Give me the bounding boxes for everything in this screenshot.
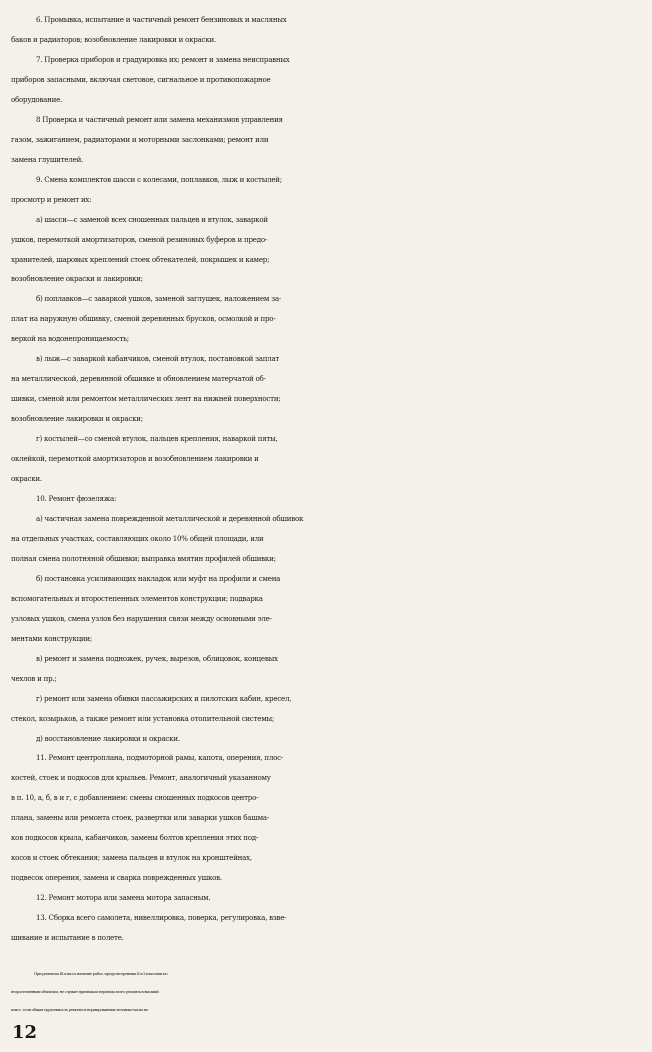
text-line: вспомогательных и второстепенных элементов конструкции; подварка	[11, 593, 263, 603]
footnote-line: второстепенным объектам, не служит признаком перевода всего ремонта в высший	[11, 989, 159, 994]
text-line: 12. Ремонт мотора или замена мотора запасным.	[36, 893, 211, 903]
text-line: 7. Проверка приборов и градуировка их; ремонт и замена неисправных	[36, 54, 290, 64]
text-line: баков и радиаторов; возобновление лакировки и окраски.	[11, 35, 216, 44]
text-line: 11. Ремонт центроплана, подмоторной рамы, капота, оперения, плос-	[36, 753, 284, 763]
text-line: б) постановка усиливающих накладок или муфт на профили и смена	[36, 573, 281, 583]
footnote-line: класс, если общая трудоемкость ремонта в нормированных человеко-часах не	[11, 1007, 149, 1012]
text-line: полная смена полотняной обшивки; выправка вмятин профилей обшивки;	[11, 553, 276, 563]
text-line: оборудование.	[11, 94, 63, 104]
page-number: 12	[12, 1022, 38, 1043]
text-line: в) ремонт и замена подножек, ручек, вырезов, облицовок, концевых	[36, 653, 278, 663]
text-line: возобновление лакировки и окраски;	[11, 414, 143, 424]
text-line: шивки, сменой или ремонтом металлических лент на нижней поверхности;	[11, 394, 281, 404]
text-line: окраски.	[11, 474, 42, 483]
text-line: ушков, перемоткой амортизаторов, сменой резиновых буферов и предо-	[11, 234, 268, 244]
text-line: а) шасси—с заменой всех сношенных пальцев и втулок, заваркой	[36, 214, 268, 224]
text-line: г) костылей—со сменой втулок, пальцев крепления, наваркой пяты,	[36, 434, 278, 444]
text-line: а) частичная замена поврежденной металлической и деревянной обшивок	[36, 513, 304, 523]
text-line: просмотр и ремонт их:	[11, 194, 92, 204]
text-line: косов и стоек обтекания; замена пальцев и втулок на кронштейнах,	[11, 853, 252, 863]
text-line: 9. Смена комплектов шасси с колесами, поплавков, лыж и костылей;	[36, 174, 282, 184]
text-line: ков подкосов крыла, кабанчиков, замены болтов крепления этих под-	[11, 833, 259, 843]
text-line: 8 Проверка и частичный ремонт или замена механизмов управления	[36, 114, 283, 124]
text-line: веркой на водонепроницаемость;	[11, 334, 129, 344]
text-line: д) восстановление лакировки и окраски.	[36, 733, 180, 743]
text-line: подвесок оперения, замена и сварка поврежденных ушков.	[11, 873, 222, 883]
text-line: 6. Промывка, испытание и частичный ремонт бензиновых и масляных	[36, 15, 287, 24]
text-line: 10. Ремонт фюзеляжа:	[36, 494, 117, 503]
text-line: оклейкой, перемоткой амортизаторов и возобновлением лакировки и	[11, 454, 259, 464]
text-line: газом, зажиганием, радиаторами и моторными заслонками; ремонт или	[11, 134, 269, 144]
text-line: стекол, козырьков, а также ремонт или установка отопительной системы;	[11, 713, 275, 723]
text-line: шивание и испытание в полете.	[11, 933, 124, 942]
text-line: костей, стоек и подкосов для крыльев. Ремонт, аналогичный указанному	[11, 773, 271, 783]
text-line: в п. 10, а, б, в и г, с добавлением: смены сношенных подкосов центро-	[11, 793, 259, 803]
text-line: узловых ушков, смена узлов без нарушения связи между основными эле-	[11, 613, 272, 623]
text-line: хранителей, шаровых креплений стоек обтекателей, покрышек и камер;	[11, 254, 270, 264]
text-line: в) лыж—с заваркой кабанчиков, сменой втулок, постановкой заплат	[36, 354, 280, 364]
text-line: на отдельных участках, составляющих около 10% общей площади, или	[11, 533, 264, 543]
text-line: г) ремонт или замена обивки пассажирских и пилотских кабин, кресел,	[36, 693, 292, 703]
text-line: приборов запасными, включая световое, сигнальное и противопожарное	[11, 74, 271, 84]
text-line: б) поплавков—с заваркой ушков, заменой заглушек, наложением за-	[36, 294, 281, 304]
text-line: плат на наружную обшивку, сменой деревянных брусков, осмолкой и про-	[11, 314, 276, 324]
text-line: возобновление окраски и лакировки;	[11, 274, 143, 284]
footnote-line: При ремонтах III класса наличие работ, предусмотренных II и I классами по	[34, 971, 168, 976]
text-line: замена глушителей.	[11, 154, 84, 164]
text-line: 13. Сборка всего самолета, нивеллировка, поверка, регулировка, взве-	[36, 913, 287, 923]
text-line: чехлов и пр.;	[11, 673, 57, 683]
text-line: на металлической, деревянной обшивке и обновлением матерчатой об-	[11, 374, 266, 384]
text-line: ментами конструкции;	[11, 633, 92, 643]
text-line: плана, замены или ремонта стоек, развертки или заварки ушков башма-	[11, 813, 269, 823]
